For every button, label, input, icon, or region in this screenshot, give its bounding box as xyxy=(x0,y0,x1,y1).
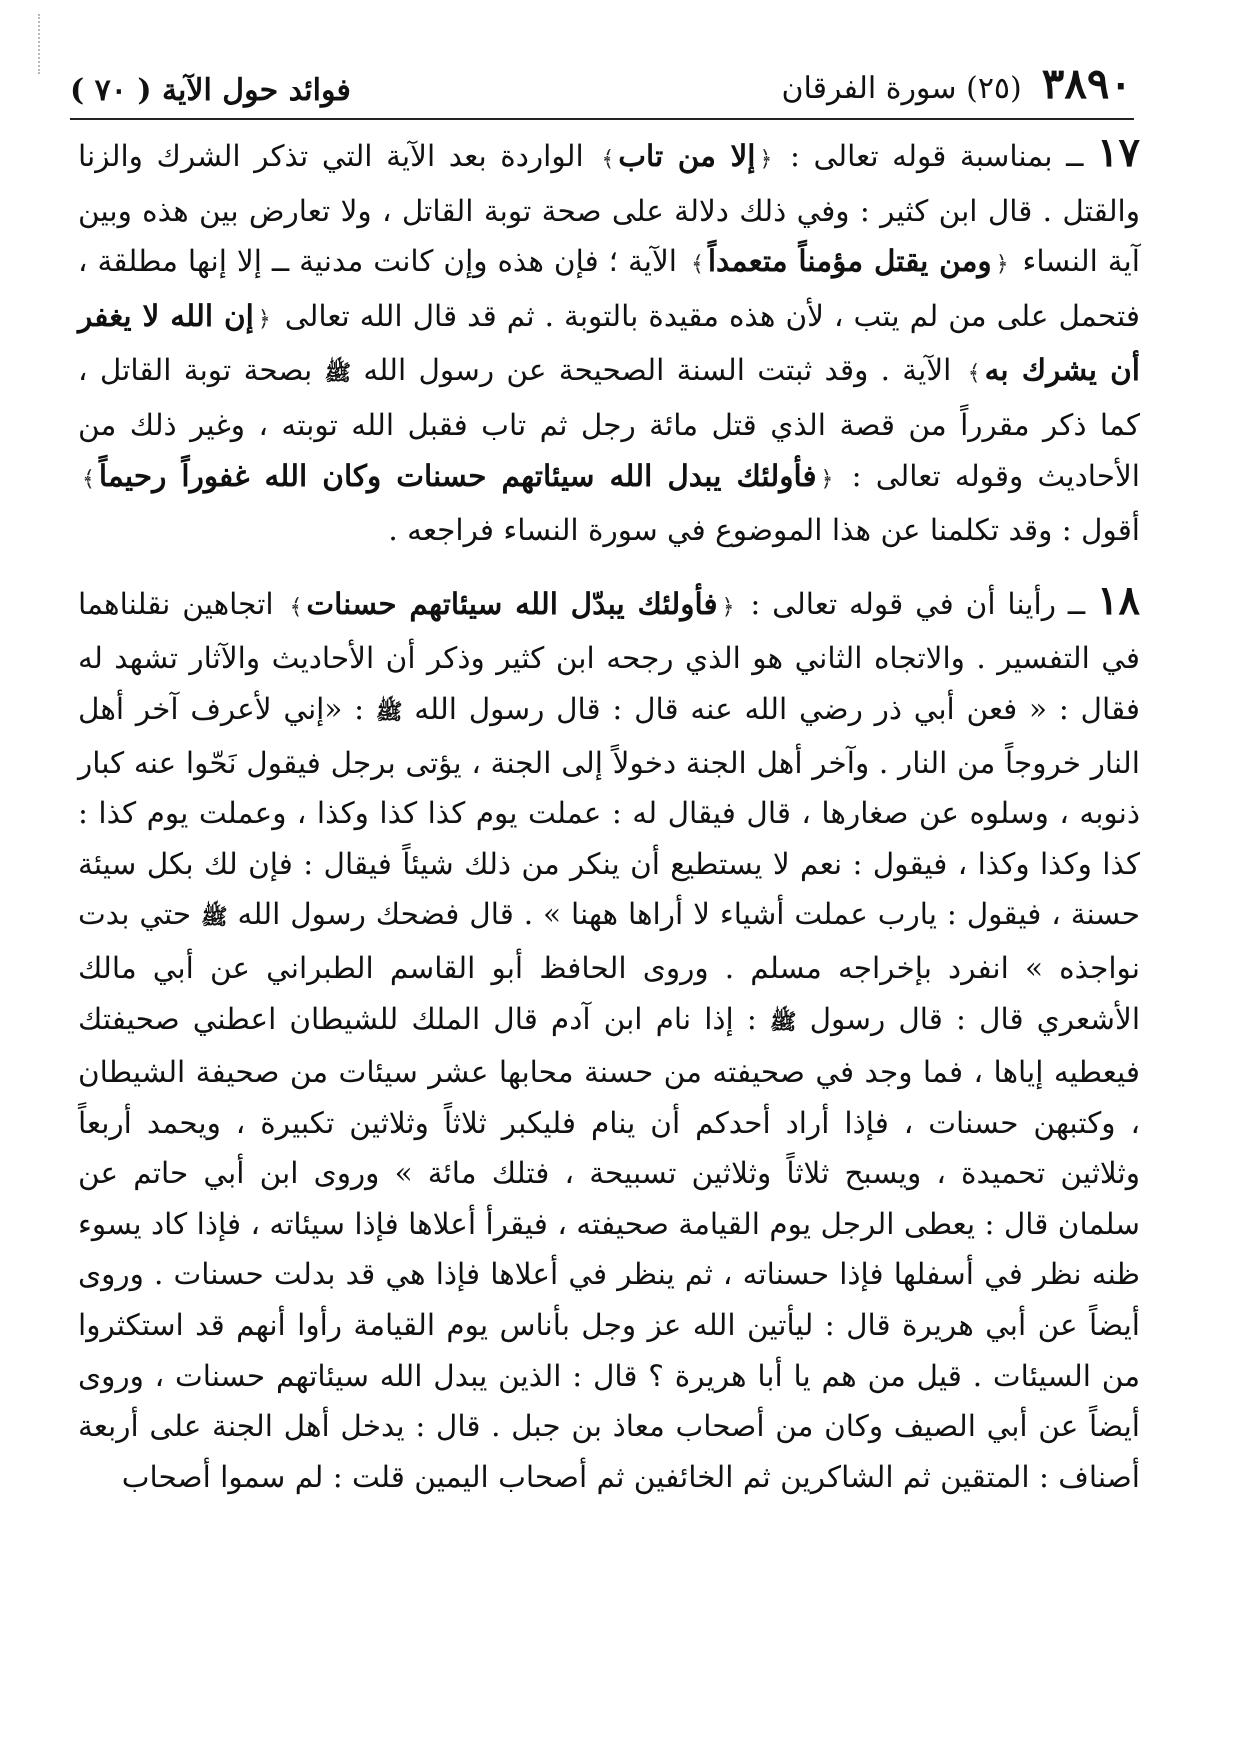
verse-close-ornament: ﴾ xyxy=(289,594,303,620)
verse-close-ornament: ﴾ xyxy=(690,252,704,278)
paragraph-17 xyxy=(78,128,1140,556)
paragraph-text: ــ رأينا أن في قوله تعالى : xyxy=(750,586,1086,621)
main-text xyxy=(78,128,1140,1502)
verse-close-ornament: ﴾ xyxy=(601,147,615,172)
surah-name: (٢٥) سورة الفرقان xyxy=(781,71,1022,106)
paragraph-text: : «إني لأعرف آخر أهل النار خروجاً من النار . وآخر أهل الجنة دخولاً إلى الجنة ، يؤتى برجل فيقول نَحّوا عنه كبار ذنوبه ، وسلوه عن صغارها ، قال فيقال له : عملت يوم كذا كذا وكذا ، وعملت يوم كذا : كذا وكذا وكذا ، فيقول : نعم لا يستطيع أن ينكر من ذلك شيئاً فيقال : فإن لك بكل سيئة حسنة ، فيقول : يارب عملت أشياء لا أراها ههنا » . قال فضحك رسول الله xyxy=(78,691,1140,932)
quran-quote: ومن يقتل مؤمناً متعمداً xyxy=(707,243,992,279)
verse-open-ornament: ﴿ xyxy=(995,252,1009,278)
page-number: ٣٨٩٠ xyxy=(1041,59,1132,108)
header-right xyxy=(781,59,1132,108)
paragraph-number: ١٧ xyxy=(1097,129,1140,176)
paragraph-text: ــ بمناسبة قوله تعالى : xyxy=(790,139,1084,173)
verse-open-ornament: ﴿ xyxy=(820,466,834,492)
salawat-ligature: ﷺ xyxy=(324,360,352,387)
paragraph-text: حتي بدت نواجذه » انفرد بإخراجه مسلم . وروى الحافظ أبو القاسم الطبراني عن أبي مالك الأشعري قال : قال رسول xyxy=(78,897,1141,1036)
salawat-ligature: ﷺ xyxy=(769,1008,797,1035)
verse-open-ornament: ﴿ xyxy=(759,147,773,172)
paragraph-text: الآية . وقد ثبتت السنة الصحيحة عن رسول الله xyxy=(363,353,952,388)
salawat-ligature: ﷺ xyxy=(375,698,403,725)
paragraph-text: بصحة توبة القاتل ، كما ذكر مقرراً من قصة الذي قتل مائة رجل ثم تاب فقبل الله توبته ، وغير ذلك من الأحاديث وقوله تعالى : xyxy=(78,353,1140,493)
paragraph-text: الواردة بعد الآية التي تذكر الشرك والزنا والقتل . قال ابن كثير : وفي ذلك دلالة على صحة توبة القاتل ، ولا تعارض بين هذه وبين آية النساء xyxy=(78,139,1140,279)
paragraph-text: : إذا نام ابن آدم قال الملك للشيطان اعطني صحيفتك فيعطيه إياها ، فما وجد في صحيفته من حسنة محابها عشر سيئات من صحيفة الشيطان ، وكتبهن حسنات ، فإذا أراد أحدكم أن ينام فليكبر ثلاثاً وثلاثين تكبيرة ، ويحمد أربعاً وثلاثين تحميدة ، ويسبح ثلاثاً وثلاثين تسبيحة ، فتلك مائة » وروى ابن أبي حاتم عن سلمان قال : يعطى الرجل يوم القيامة صحيفته ، فيقرأ أعلاها فإذا سيئاته ، فإذا كاد يسوء ظنه نظر في أسفلها فإذا حسناته ، ثم ينظر في أعلاها فإذا هي قد بدلت حسنات . وروى أيضاً عن أبي هريرة قال : ليأتين الله عز وجل بأناس يوم القيامة رأوا أنهم قد استكثروا من السيئات . قيل من هم يا أبا هريرة ؟ قال : الذين يبدل الله سيئاتهم حسنات ، وروى أيضاً عن أبي الصيف وكان من أصحاب معاذ بن جبل . قال : يدخل أهل الجنة على أربعة أصناف : المتقين ثم الشاكرين ثم الخائفين ثم أصحاب اليمين قلت : لم سموا أصحاب xyxy=(78,1001,1140,1494)
paragraph-text: الآية ؛ فإن هذه وإن كانت مدنية ــ إلا إنها مطلقة ، فتحمل على من لم يتب ، لأن هذه مقيدة بالتوبة . ثم قد قال الله تعالى xyxy=(78,244,1140,333)
section-title: فوائد حول الآية ( ٧٠ ) xyxy=(70,73,351,108)
verse-close-ornament: ﴾ xyxy=(967,361,981,387)
paragraph-text: اتجاهين نقلناهما في التفسير . والاتجاه الثاني هو الذي رجحه ابن كثير وذكر أن الأحاديث والآثار تشهد له فقال : « فعن أبي ذر رضي الله عنه قال : قال رسول الله xyxy=(78,586,1140,726)
quran-quote: فأولئك يبدل الله سيئاتهم حسنات وكان الله غفوراً رحيماً xyxy=(98,457,817,493)
margin-marks xyxy=(38,14,44,74)
verse-open-ornament: ﴿ xyxy=(257,306,271,332)
quran-quote: إلا من تاب xyxy=(618,138,756,173)
salawat-ligature: ﷺ xyxy=(201,904,228,931)
running-header xyxy=(70,42,1132,108)
paragraph-text: أقول : وقد تكلمنا عن هذا الموضوع في سورة النساء فراجعه . xyxy=(388,513,1140,548)
paragraph-number: ١٨ xyxy=(1097,576,1140,624)
verse-close-ornament: ﴾ xyxy=(82,466,95,492)
quran-quote: فأولئك يبدّل الله سيئاتهم حسنات xyxy=(306,585,718,621)
verse-open-ornament: ﴿ xyxy=(721,594,735,620)
header-rule xyxy=(70,118,1134,120)
quran-quote: إن الله لا يغفر أن يشرك به xyxy=(78,297,1140,388)
paragraph-18 xyxy=(78,576,1140,1503)
